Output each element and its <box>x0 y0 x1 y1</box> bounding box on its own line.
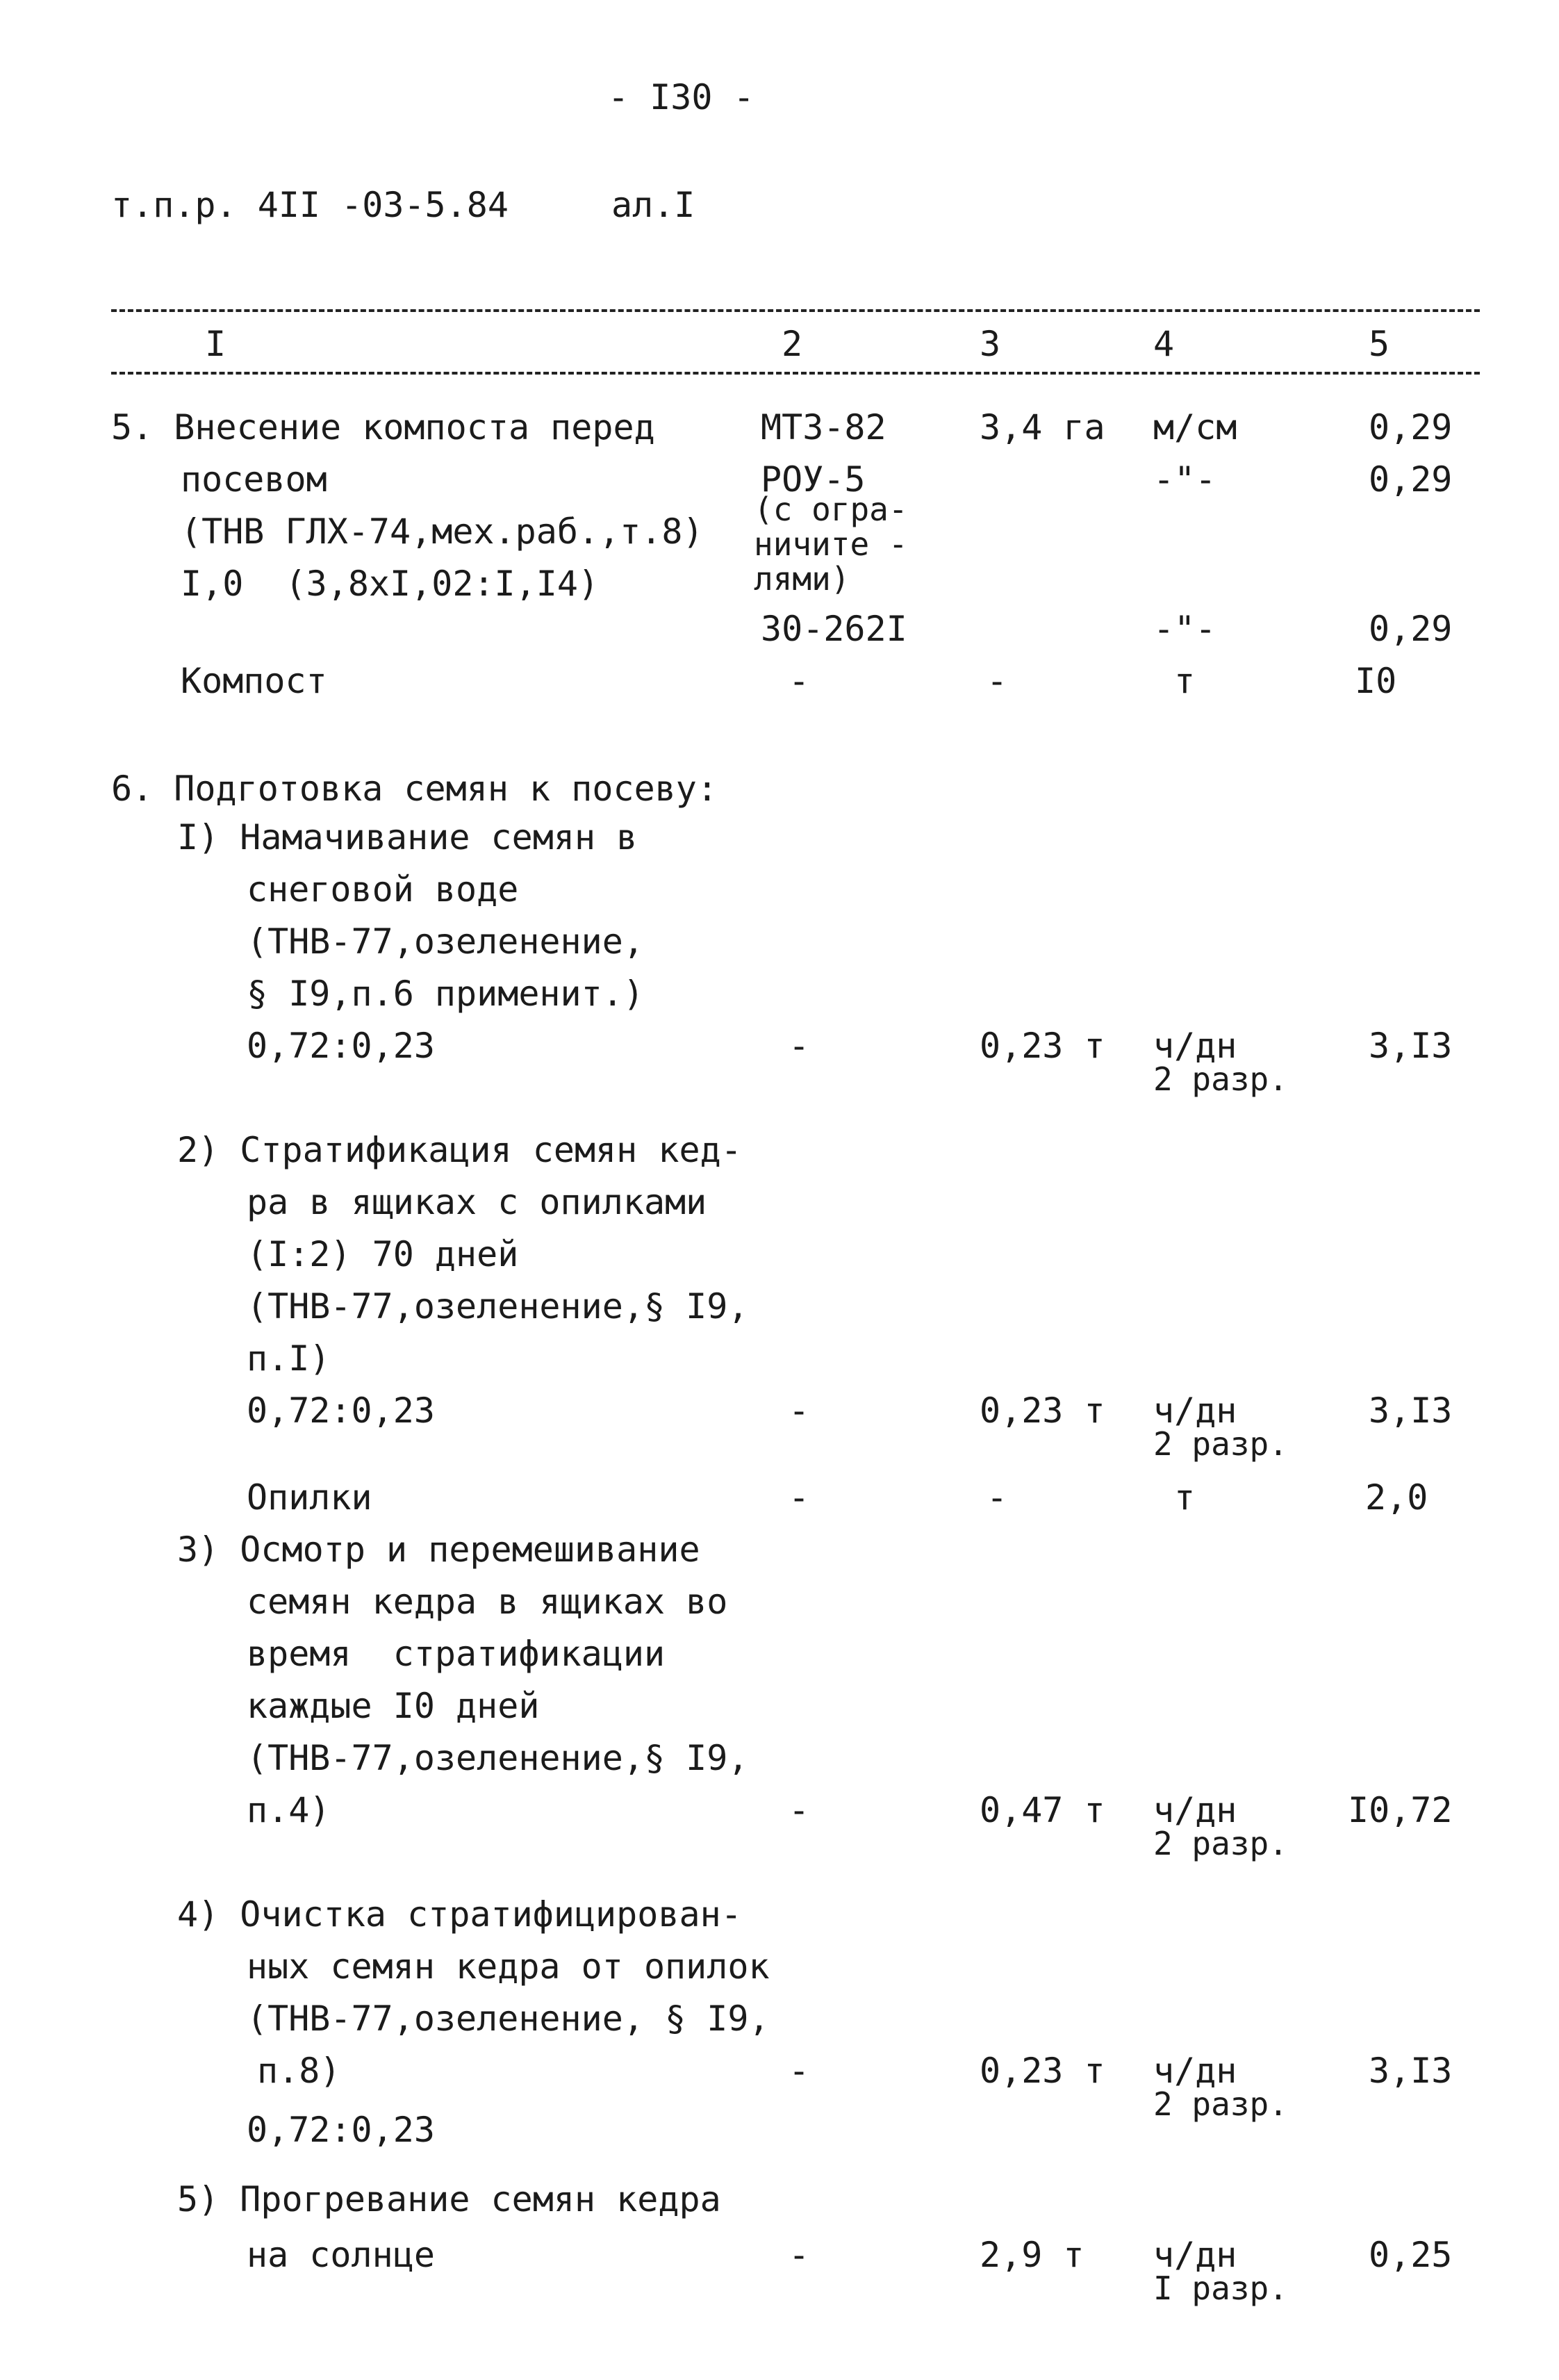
row5-desc-line3: (ТНВ ГЛХ-74,мех.раб.,т.8) <box>181 511 704 552</box>
row5-machine-2-note-2: ничите - <box>754 525 908 563</box>
row5-machine-1: МТЗ-82 <box>761 407 886 448</box>
kompost-value: I0 <box>1355 661 1397 701</box>
step2-grade: 2 разр. <box>1153 1425 1288 1463</box>
kompost-col3: - <box>987 661 1008 701</box>
row6-title: 6. Подготовка семян к посеву: <box>111 769 718 809</box>
step1-value: 3,I3 <box>1369 1026 1453 1066</box>
step1-line5: 0,72:0,23 <box>247 1026 435 1066</box>
step1-line2: снеговой воде <box>247 869 519 910</box>
step4-unit: ч/дн <box>1153 2051 1237 2091</box>
sheet-label: ал.I <box>611 185 695 225</box>
step3-value: I0,72 <box>1348 1790 1453 1830</box>
row5-machine-2-note-3: лями) <box>754 560 850 598</box>
column-header-2: 2 <box>782 324 803 364</box>
step2-line4: (ТНВ-77,озеленение,§ I9, <box>247 1286 749 1327</box>
step3-col2: - <box>789 1790 810 1830</box>
row5-unit-1: м/см <box>1153 407 1237 448</box>
step5-line2: на солнце <box>247 2235 435 2275</box>
step3-volume: 0,47 т <box>980 1790 1105 1830</box>
opilki-col2: - <box>789 1477 810 1518</box>
step3-line5: (ТНВ-77,озеленение,§ I9, <box>247 1738 749 1778</box>
step5-grade: I разр. <box>1153 2270 1288 2307</box>
column-header-3: 3 <box>980 324 1001 364</box>
column-header-5: 5 <box>1369 324 1390 364</box>
step3-line3: время стратификации <box>247 1634 666 1674</box>
step5-volume: 2,9 т <box>980 2235 1084 2275</box>
step4-line1: 4) Очистка стратифицирован- <box>177 1894 742 1935</box>
kompost-col2: - <box>789 661 810 701</box>
step1-grade: 2 разр. <box>1153 1060 1288 1098</box>
step2-line6: 0,72:0,23 <box>247 1390 435 1431</box>
step1-line4: § I9,п.6 применит.) <box>247 974 644 1014</box>
step2-volume: 0,23 т <box>980 1390 1105 1431</box>
opilki-col3: - <box>987 1477 1008 1518</box>
step1-col2: - <box>789 1026 810 1066</box>
opilki-label: Опилки <box>247 1477 372 1518</box>
table-top-rule <box>111 309 1480 312</box>
step4-col2: - <box>789 2051 810 2091</box>
row5-unit-3: -"- <box>1153 609 1216 649</box>
row5-desc-line1: 5. Внесение компоста перед <box>111 407 655 448</box>
row5-desc-line4: I,0 (3,8хI,02:I,I4) <box>181 564 600 604</box>
row5-volume: 3,4 га <box>980 407 1105 448</box>
row5-desc-line2: посевом <box>181 459 327 500</box>
step1-line3: (ТНВ-77,озеленение, <box>247 921 644 962</box>
step1-volume: 0,23 т <box>980 1026 1105 1066</box>
column-header-1: I <box>205 324 226 364</box>
row5-value-1: 0,29 <box>1369 407 1453 448</box>
kompost-label: Компост <box>181 661 327 701</box>
step2-line5: п.I) <box>247 1338 331 1379</box>
step3-line2: семян кедра в ящиках во <box>247 1582 728 1622</box>
step4-line3: (ТНВ-77,озеленение, § I9, <box>247 1999 770 2039</box>
step2-line1: 2) Стратификация семян кед- <box>177 1130 742 1170</box>
kompost-unit: т <box>1174 661 1196 701</box>
step4-value: 3,I3 <box>1369 2051 1453 2091</box>
step4-line5: 0,72:0,23 <box>247 2110 435 2150</box>
step3-line4: каждые I0 дней <box>247 1686 540 1726</box>
step3-line6: п.4) <box>247 1790 331 1830</box>
column-header-4: 4 <box>1153 324 1175 364</box>
step2-line2: ра в ящиках с опилками <box>247 1182 707 1222</box>
step4-line2: ных семян кедра от опилок <box>247 1946 770 1987</box>
table-header-rule <box>111 372 1480 375</box>
opilki-unit: т <box>1174 1477 1196 1518</box>
step2-unit: ч/дн <box>1153 1390 1237 1431</box>
row5-unit-2: -"- <box>1153 459 1216 500</box>
document-reference: т.п.р. 4II -03-5.84 <box>111 185 509 225</box>
step1-unit: ч/дн <box>1153 1026 1237 1066</box>
step5-line1: 5) Прогревание семян кедра <box>177 2179 721 2219</box>
row5-machine-2-note-1: (с огра- <box>754 491 908 528</box>
row5-machine-2: РОУ-5 <box>761 459 866 500</box>
row5-machine-3: 30-262I <box>761 609 907 649</box>
step5-col2: - <box>789 2235 810 2275</box>
step4-volume: 0,23 т <box>980 2051 1105 2091</box>
step3-line1: 3) Осмотр и перемешивание <box>177 1529 700 1570</box>
step3-grade: 2 разр. <box>1153 1825 1288 1862</box>
step3-unit: ч/дн <box>1153 1790 1237 1830</box>
step4-line4: п.8) <box>257 2051 341 2091</box>
step1-line1: I) Намачивание семян в <box>177 817 638 857</box>
step5-unit: ч/дн <box>1153 2235 1237 2275</box>
opilki-value: 2,0 <box>1365 1477 1428 1518</box>
step4-grade: 2 разр. <box>1153 2085 1288 2123</box>
step2-value: 3,I3 <box>1369 1390 1453 1431</box>
page-number: - I30 - <box>608 77 754 117</box>
row5-value-2: 0,29 <box>1369 459 1453 500</box>
step2-line3: (I:2) 70 дней <box>247 1234 519 1274</box>
step2-col2: - <box>789 1390 810 1431</box>
row5-value-3: 0,29 <box>1369 609 1453 649</box>
step5-value: 0,25 <box>1369 2235 1453 2275</box>
